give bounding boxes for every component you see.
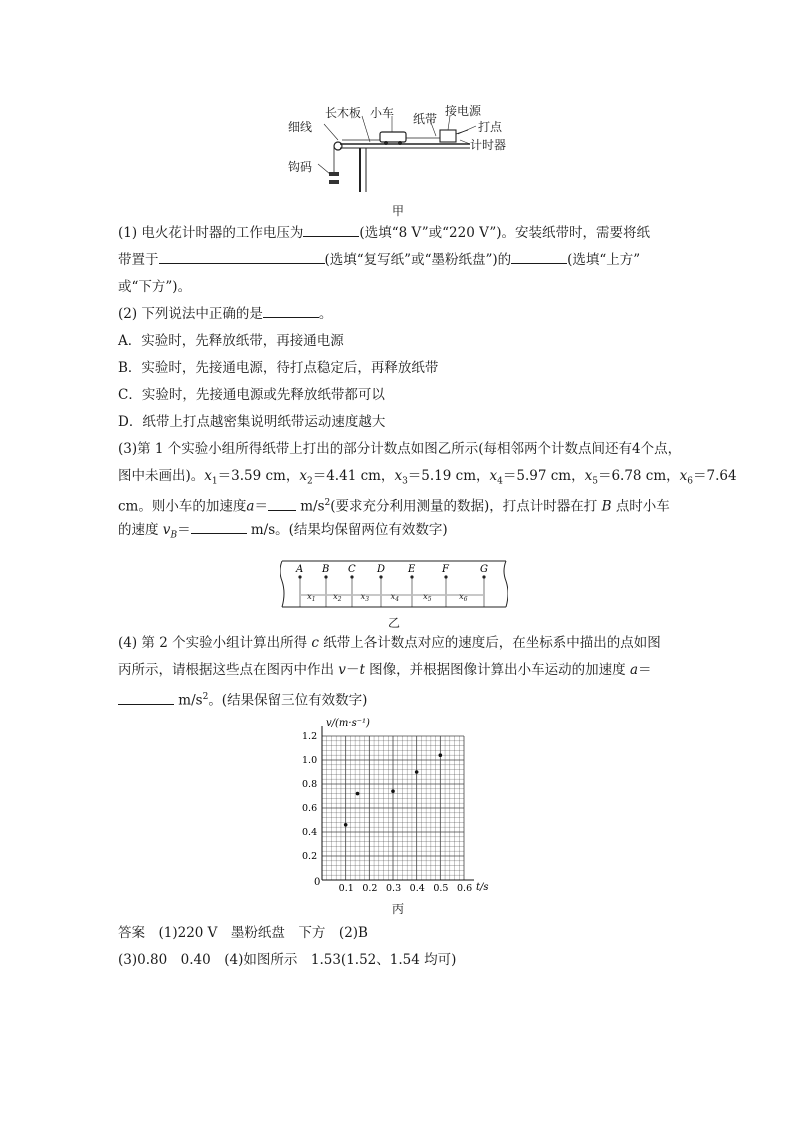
- chart-origin-label: 0: [314, 877, 321, 888]
- x-tick-label: 0.2: [362, 883, 378, 894]
- x-tick-label: 0.4: [409, 883, 425, 894]
- q3-line2-text: 图中未画出)。: [118, 468, 205, 484]
- q4-blank-a[interactable]: [118, 691, 174, 705]
- q2-blank[interactable]: [263, 304, 319, 318]
- q3-line4-end: m/s。(结果均保留两位有效数字): [250, 522, 448, 538]
- q1-blank-side[interactable]: [511, 250, 567, 264]
- q3-blank-a[interactable]: [268, 497, 296, 511]
- q1-text2: (选填“8 V”或“220 V”)。安装纸带时，需要将纸: [359, 225, 650, 241]
- data-point: [415, 770, 419, 774]
- q3-line1: (3)第 1 个实验小组所得纸带上打出的部分计数点如图乙所示(每相邻两个计数点间还有4个点，: [118, 441, 682, 457]
- label-xiaoche: 小车: [370, 106, 395, 120]
- data-point: [344, 823, 348, 827]
- q4-line2-text: 丙所示，请根据这些点在图丙中作出: [118, 662, 334, 678]
- q3-x3: 5.19 cm，: [421, 468, 490, 484]
- q4-line1-text: (4) 第 2 个实验小组计算出所得: [118, 635, 308, 651]
- x-tick-label: 0.6: [457, 883, 473, 894]
- y-tick-label: 1.0: [302, 755, 318, 766]
- q3-x1: 3.59 cm，: [231, 468, 300, 484]
- tape-point-label: C: [348, 564, 356, 575]
- q1-line3: [118, 274, 678, 301]
- q4-line2-rest: 图像，并根据图像计算出小车运动的加速度: [369, 662, 626, 678]
- y-tick-label: 0.8: [302, 779, 318, 790]
- label-xixian: 细线: [288, 120, 313, 134]
- y-tick-label: 1.2: [302, 731, 318, 742]
- y-tick-label: 0.4: [302, 827, 318, 838]
- label-jiedianyuan: 接电源: [445, 104, 482, 118]
- tape-point-label: F: [442, 564, 449, 575]
- x-tick-label: 0.3: [386, 883, 402, 894]
- data-point: [391, 789, 395, 793]
- q3-line4-text: 的速度: [118, 522, 159, 538]
- label-zhidai: 纸带: [413, 112, 438, 126]
- chart-ylabel: v/(m·s⁻¹): [326, 718, 370, 729]
- caption-jia: 甲: [392, 204, 405, 218]
- tape-interval-label: $x_1$: [307, 592, 316, 603]
- q1-text5: (选填“上方”: [567, 252, 641, 268]
- q1-line2: [118, 247, 678, 274]
- q2-option-c: C．实验时，先接通电源或先释放纸带都可以: [118, 387, 385, 403]
- q2-stem-end: 。: [318, 306, 333, 322]
- q1-text6: 或“下方”)。: [118, 279, 192, 295]
- q1-text4: (选填“复写纸”或“墨粉纸盘”)的: [324, 252, 512, 268]
- q3-x4: 5.97 cm，: [516, 468, 585, 484]
- q3-line3-text: cm。则小车的加速度: [118, 498, 247, 515]
- q3-line3: cm。则小车的加速度$a= m/s^2$(要求充分利用测量的数据)，打点计时器在打 B 点时小车: [118, 498, 670, 515]
- q3-line4: 的速度 $v_B= m/s$。(结果均保留两位有效数字): [118, 522, 448, 541]
- q3-line2: 图中未画出)。$x_1=3.59$ cm，$x_2=4.41$ cm，$x_3=5.19$ cm，$x_4=5.97$ cm，$x_5=6.78$ cm，$x_6=7.64$: [118, 468, 737, 487]
- label-changmuban: 长木板: [325, 106, 362, 120]
- q1-blank-place[interactable]: [159, 250, 325, 264]
- q2-stem-text: (2) 下列说法中正确的是: [118, 306, 263, 322]
- tape-interval-label: $x_2$: [333, 592, 342, 603]
- q1-blank-voltage[interactable]: [303, 223, 359, 237]
- q1-text3: 带置于: [118, 252, 159, 268]
- q4-line1: (4) 第 2 个实验小组计算出所得 c 纸带上各计数点对应的速度后，在坐标系中描出的点如图: [118, 635, 661, 651]
- q3-unit-a: m/s: [300, 498, 325, 515]
- y-tick-label: 0.6: [302, 803, 318, 814]
- tape-interval-label: $x_4$: [390, 592, 400, 603]
- data-point: [439, 753, 443, 757]
- q2-option-b: B．实验时，先接通电源，待打点稳定后，再释放纸带: [118, 360, 439, 376]
- tape-point-label: A: [296, 564, 304, 575]
- q4-unit: m/s: [178, 692, 203, 709]
- tape-point-label: D: [377, 564, 386, 575]
- tape-interval-label: $x_3$: [360, 592, 370, 603]
- tape-interval-label: $x_6$: [459, 592, 468, 603]
- q3-line3-end: 点时小车: [615, 498, 670, 515]
- tape-interval-label: $x_5$: [423, 592, 432, 603]
- q3-x5: 6.78 cm，: [611, 468, 680, 484]
- q3-line3-mid: (要求充分利用测量的数据)，打点计时器在打: [330, 498, 598, 515]
- q3-x6: 7.64: [706, 468, 737, 484]
- data-point: [356, 792, 360, 796]
- x-tick-label: 0.5: [433, 883, 449, 894]
- q4-line3-end: 。(结果保留三位有效数字): [208, 692, 368, 709]
- q2-option-d: D．纸带上打点越密集说明纸带运动速度越大: [118, 414, 386, 430]
- q2-option-a: A．实验时，先释放纸带，再接通电源: [118, 333, 344, 349]
- q3-x2: 4.41 cm，: [326, 468, 395, 484]
- y-tick-label: 0.2: [302, 851, 318, 862]
- label-dadian: 打点: [478, 120, 503, 134]
- caption-yi: 乙: [388, 616, 401, 630]
- q4-line2: 丙所示，请根据这些点在图丙中作出 v－t 图像，并根据图像计算出小车运动的加速度 a＝: [118, 662, 652, 678]
- q3-blank-vb[interactable]: [191, 520, 247, 534]
- q1-text1: (1) 电火花计时器的工作电压为: [118, 225, 304, 241]
- tape-point-label: B: [322, 564, 330, 575]
- label-gouma: 钩码: [288, 160, 313, 174]
- answer-line1: 答案 (1)220 V 墨粉纸盘 下方 (2)B: [118, 925, 368, 941]
- q2-stem: [118, 301, 678, 328]
- q4-line3: $m/s^2$。(结果保留三位有效数字): [118, 684, 678, 715]
- q4-line1-rest: 纸带上各计数点对应的速度后，在坐标系中描出的点如图: [323, 635, 661, 651]
- label-jishiqi: 计时器: [470, 138, 507, 152]
- figure-yi-tape: [280, 557, 508, 615]
- chart-xlabel: t/s: [476, 882, 489, 893]
- answer-line2: (3)0.80 0.40 (4)如图所示 1.53(1.52、1.54 均可): [118, 952, 457, 968]
- tape-point-label: G: [480, 564, 488, 575]
- caption-bing: 丙: [392, 902, 405, 916]
- q1-line1: [118, 220, 678, 247]
- tape-point-label: E: [408, 564, 416, 575]
- figure-bing-vt-chart: [296, 714, 506, 894]
- x-tick-label: 0.1: [338, 883, 354, 894]
